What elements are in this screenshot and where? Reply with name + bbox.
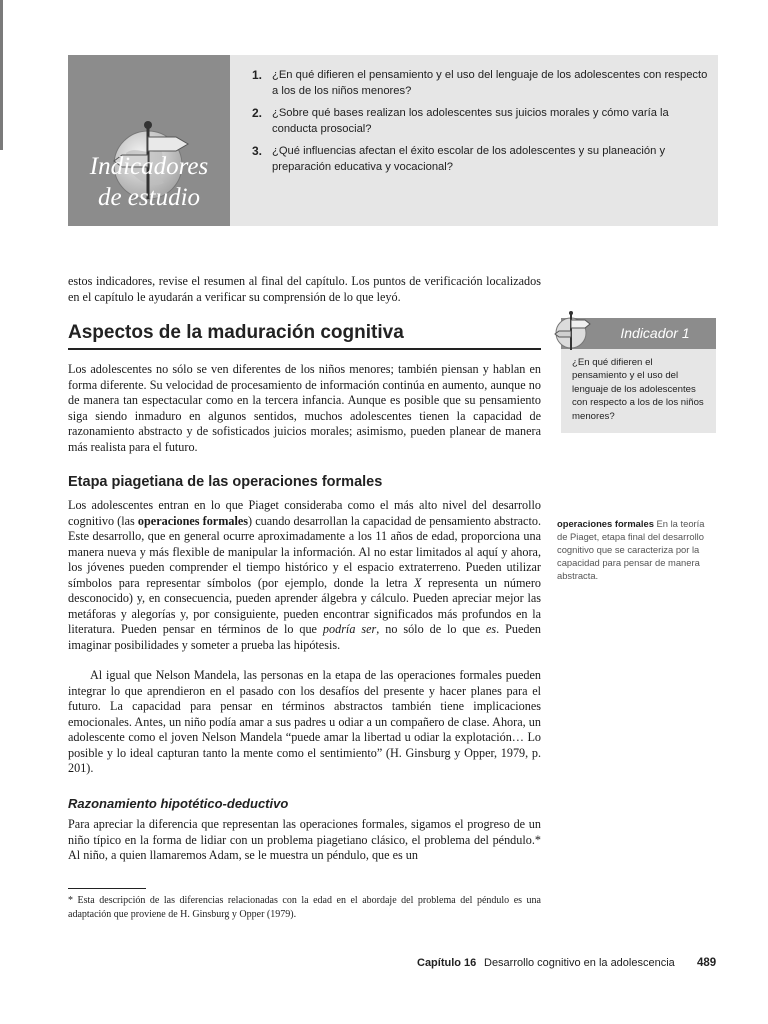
subsection-paragraph-1 bbox=[68, 498, 541, 653]
indicator-sidebar-title: Indicador 1 bbox=[620, 325, 690, 341]
glossary-term: operaciones formales bbox=[557, 518, 654, 529]
subsubsection-paragraph: Para apreciar la diferencia que representan las operaciones formales, sigamos el progreso de un niño típico en la forma de lidiar con un problema piagetiano clásico, el problema del péndulo.* Al niño, a quien llamaremos Adam, se le muestra un péndulo, que es un bbox=[68, 817, 541, 862]
text-run: . Pueden imaginar posibilidades y someter a prueba las hipótesis. bbox=[68, 622, 541, 652]
section-heading: Aspectos de la maduración cognitiva bbox=[68, 322, 404, 343]
key-term-operaciones-formales: operaciones formales bbox=[137, 513, 248, 528]
text-run: Los adolescentes entran en lo que Piaget consideraba como el más alto nivel del desarrollo cognitivo (las bbox=[68, 498, 541, 528]
study-question bbox=[252, 105, 708, 137]
glossary-definition: En la teoría de Piaget, etapa final del desarrollo cognitivo que se caracteriza por la capacidad para pensar de manera abstracta. bbox=[557, 518, 705, 581]
study-indicators-title-line1: Indicadores bbox=[89, 153, 209, 180]
question-text: ¿En qué difieren el pensamiento y el uso del lenguaje de los adolescentes con respecto a los de los niños menores? bbox=[272, 69, 708, 97]
study-questions-list bbox=[252, 67, 708, 181]
globe-signpost-icon bbox=[552, 310, 594, 352]
italic-es: es bbox=[485, 622, 497, 636]
subsection-paragraph-2: Al igual que Nelson Mandela, las personas en la etapa de las operaciones formales pueden integrar lo que aprendieron en el pasado con los desafíos del presente y hacer planes para el futuro. La capacidad para pensar en términos abstractos también tiene implicaciones emocionales. Antes, un niño podía amar a sus padres u odiar a un compañero de clase. Ahora, un adolescente como el joven Nelson Mandela “puede amar la libertad u odiar la explotación… Lo posible y lo ideal capturan tanto la mente como el sentimiento” (H. Ginsburg y Opper, 1979, p. 201). bbox=[68, 668, 541, 775]
study-question bbox=[252, 143, 708, 175]
indicator-sidebar-text: ¿En qué difieren el pensamiento y el uso del lenguaje de los adolescentes con respecto a los de los niños menores? bbox=[572, 357, 704, 422]
text-run: ) cuando desarrollan la capacidad de pensamiento abstracto. Este desarrollo, que en general ocurre aproximadamente a los 11 años de edad, proporciona una manera nueva y más flexible de manipular la información. Al no estar limitados al aquí y ahora, los jóvenes pueden comprender el tiempo histórico y el espacio extraterreno. Pueden utilizar símbolos para representar símbolos (por ejemplo, donde la letra bbox=[68, 513, 541, 590]
section-heading-rule bbox=[68, 348, 541, 350]
question-number: 2. bbox=[252, 106, 263, 120]
question-number: 1. bbox=[252, 68, 263, 82]
footnote-rule bbox=[68, 888, 146, 889]
subsection-heading: Etapa piagetiana de las operaciones formales bbox=[68, 474, 383, 490]
italic-podria-ser: podría ser bbox=[322, 622, 377, 636]
footer-chapter-title: Desarrollo cognitivo en la adolescencia bbox=[484, 957, 675, 969]
glossary-note bbox=[557, 517, 717, 582]
intro-paragraph: estos indicadores, revise el resumen al final del capítulo. Los puntos de verificación localizados en el capítulo le ayudarán a verificar su comprensión de lo que leyó. bbox=[68, 274, 541, 304]
question-number: 3. bbox=[252, 144, 263, 158]
question-text: ¿Qué influencias afectan el éxito escolar de los adolescentes y su planeación y preparación educativa y vocacional? bbox=[272, 145, 666, 173]
footer-chapter: Capítulo 16 bbox=[417, 957, 477, 969]
study-question bbox=[252, 67, 708, 99]
text-run: representa un número desconocido) y, en consecuencia, pueden aprender álgebra y cálculo. Pueden apreciar mejor las metáforas y alegorías y, por consiguiente, pueden encontrar significados más profundos en la literatura. Pueden pensar en términos de lo que bbox=[68, 575, 541, 636]
text-run: , no sólo de lo que bbox=[376, 622, 486, 636]
italic-x: X bbox=[414, 575, 422, 590]
section-paragraph: Los adolescentes no sólo se ven diferentes de los niños menores; también piensan y hablan en forma diferente. Su velocidad de procesamiento de información continúa en aumento, aunque no de manera tan espectacular como en la tercera infancia. Aunque es posible que su pensamiento siga siendo inmaduro en algunos sentidos, muchos adolescentes tienen la capacidad de razonamiento abstracto y de sofisticados juicios morales; asimismo, pueden planear de manera más realista para el futuro. bbox=[68, 362, 541, 454]
subsubsection-heading: Razonamiento hipotético-deductivo bbox=[68, 796, 289, 811]
question-text: ¿Sobre qué bases realizan los adolescentes sus juicios morales y cómo varía la conducta prosocial? bbox=[272, 107, 669, 135]
footnote: * Esta descripción de las diferencias relacionadas con la edad en el abordaje del problema del péndulo es una adaptación que proviene de H. Ginsburg y Opper (1979). bbox=[68, 895, 541, 920]
study-indicators-title-line2: de estudio bbox=[97, 184, 201, 211]
page-number: 489 bbox=[697, 957, 717, 969]
page-edge-mark bbox=[0, 0, 3, 150]
